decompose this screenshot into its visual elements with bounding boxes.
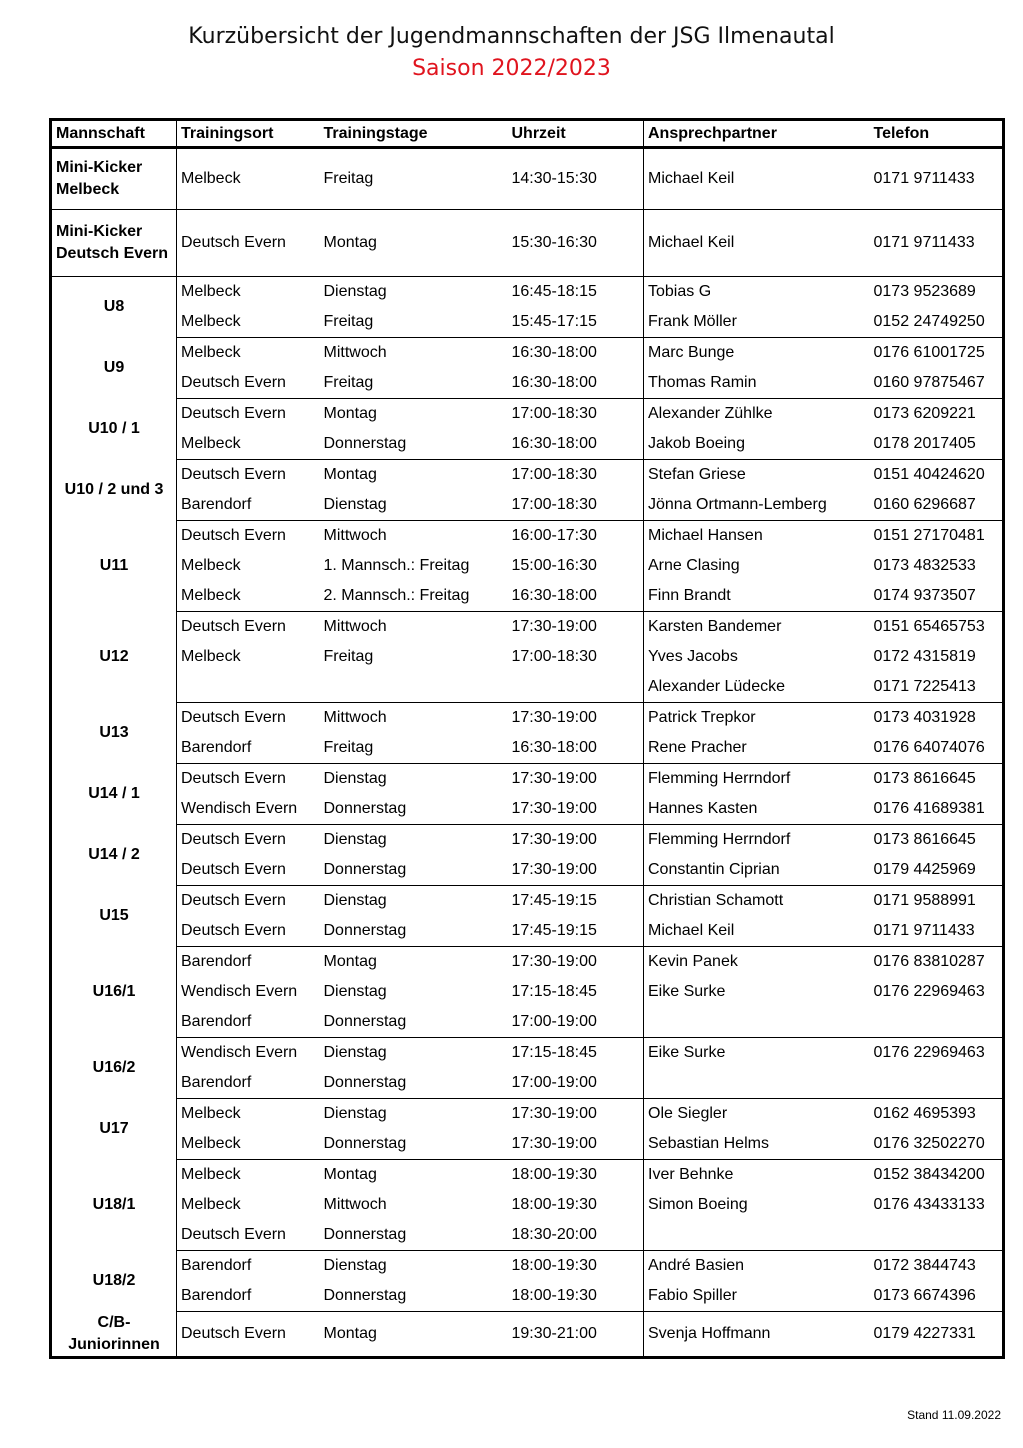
team-name: Mini-Kicker Deutsch Evern bbox=[51, 210, 177, 277]
cell-location: Wendisch Evern bbox=[177, 794, 320, 825]
cell-time: 17:15-18:45 bbox=[508, 977, 644, 1007]
cell-time: 19:30-21:00 bbox=[508, 1312, 644, 1358]
cell-time: 17:45-19:15 bbox=[508, 886, 644, 917]
cell-day: Mittwoch bbox=[323, 344, 387, 361]
cell-time: 17:00-18:30 bbox=[508, 642, 644, 672]
cell-day: Montag bbox=[320, 210, 508, 277]
cell-location: Melbeck bbox=[177, 1129, 320, 1160]
cell-day: Mittwoch bbox=[323, 527, 387, 544]
cell-location: Deutsch Evern bbox=[181, 405, 286, 422]
cell-location bbox=[177, 672, 320, 703]
cell-time: 18:00-19:30 bbox=[508, 1281, 644, 1312]
cell-time: 17:30-19:00 bbox=[508, 1129, 644, 1160]
cell-contact: Michael Hansen bbox=[648, 527, 763, 544]
cell-phone: 0179 4227331 bbox=[870, 1312, 1004, 1358]
cell-time: 17:00-18:30 bbox=[508, 399, 644, 430]
table-row bbox=[51, 1160, 1004, 1191]
cell-day: Donnerstag bbox=[320, 1007, 508, 1038]
cell-phone: 0173 8616645 bbox=[870, 825, 1004, 856]
cell-location: Deutsch Evern bbox=[177, 1312, 320, 1358]
table-row bbox=[51, 977, 1004, 1007]
table-row bbox=[51, 886, 1004, 917]
cell-day: Dienstag bbox=[323, 283, 387, 300]
cell-location: Melbeck bbox=[177, 429, 320, 460]
team-name: U16/1 bbox=[51, 947, 177, 1038]
cell-phone: 0172 3844743 bbox=[870, 1251, 1004, 1282]
team-name: U18/1 bbox=[51, 1160, 177, 1251]
cell-phone: 0176 22969463 bbox=[870, 1038, 1004, 1069]
cell-time: 18:00-19:30 bbox=[508, 1160, 644, 1191]
cell-day: Freitag bbox=[320, 368, 508, 399]
cell-time: 16:45-18:15 bbox=[508, 277, 644, 308]
cell-phone: 0171 9711433 bbox=[870, 210, 1004, 277]
table-row bbox=[51, 551, 1004, 581]
cell-phone: 0176 64074076 bbox=[870, 733, 1004, 764]
cell-time: 18:00-19:30 bbox=[508, 1251, 644, 1282]
cell-contact: Frank Möller bbox=[644, 307, 870, 338]
cell-phone: 0176 22969463 bbox=[870, 977, 1004, 1007]
cell-contact: Arne Clasing bbox=[648, 557, 740, 574]
table-row bbox=[51, 521, 1004, 552]
cell-time: 15:45-17:15 bbox=[508, 307, 644, 338]
table-row bbox=[51, 460, 1004, 491]
table-row bbox=[51, 307, 1004, 338]
cell-contact bbox=[644, 1068, 870, 1099]
cell-phone: 0151 40424620 bbox=[870, 460, 1004, 491]
cell-location: Deutsch Evern bbox=[181, 709, 286, 726]
cell-time: 16:30-18:00 bbox=[508, 338, 644, 369]
cell-location: Deutsch Evern bbox=[177, 855, 320, 886]
table-row bbox=[51, 1129, 1004, 1160]
cell-location: Barendorf bbox=[177, 733, 320, 764]
column-header: Trainingsort bbox=[177, 120, 320, 148]
cell-day: Mittwoch bbox=[323, 1196, 387, 1213]
table-row bbox=[51, 642, 1004, 672]
cell-day: Freitag bbox=[323, 648, 374, 665]
cell-contact: Fabio Spiller bbox=[644, 1281, 870, 1312]
cell-time: 18:30-20:00 bbox=[508, 1220, 644, 1251]
cell-contact bbox=[644, 1007, 870, 1038]
cell-contact: Ole Siegler bbox=[648, 1105, 728, 1122]
cell-phone bbox=[870, 1007, 1004, 1038]
cell-contact: Marc Bunge bbox=[648, 344, 735, 361]
cell-location: Wendisch Evern bbox=[181, 1044, 298, 1061]
table-row bbox=[51, 1038, 1004, 1069]
team-name: U16/2 bbox=[51, 1038, 177, 1099]
cell-location: Melbeck bbox=[181, 344, 241, 361]
table-row bbox=[51, 1099, 1004, 1130]
cell-phone: 0172 4315819 bbox=[870, 642, 1004, 672]
table-row bbox=[51, 672, 1004, 703]
table-row bbox=[51, 612, 1004, 643]
page-title: Kurzübersicht der Jugendmannschaften der JSG Ilmenautal bbox=[188, 24, 835, 49]
cell-day: Mittwoch bbox=[323, 709, 387, 726]
cell-phone: 0171 9711433 bbox=[870, 916, 1004, 947]
cell-time: 17:30-19:00 bbox=[508, 855, 644, 886]
cell-phone: 0176 41689381 bbox=[870, 794, 1004, 825]
cell-day: Donnerstag bbox=[320, 855, 508, 886]
stand-date: Stand 11.09.2022 bbox=[907, 1408, 1001, 1422]
cell-contact: Finn Brandt bbox=[644, 581, 870, 612]
cell-location: Barendorf bbox=[177, 1007, 320, 1038]
table-row bbox=[51, 490, 1004, 521]
cell-location: Melbeck bbox=[181, 1105, 241, 1122]
cell-phone: 0174 9373507 bbox=[870, 581, 1004, 612]
team-name: U18/2 bbox=[51, 1251, 177, 1312]
cell-contact: Flemming Herrndorf bbox=[648, 831, 791, 848]
team-name: U14 / 1 bbox=[51, 764, 177, 825]
team-name: U13 bbox=[51, 703, 177, 764]
cell-location: Melbeck bbox=[181, 283, 241, 300]
cell-phone: 0173 9523689 bbox=[870, 277, 1004, 308]
cell-time: 14:30-15:30 bbox=[508, 148, 644, 210]
cell-contact: Karsten Bandemer bbox=[648, 618, 782, 635]
cell-contact: Kevin Panek bbox=[648, 953, 738, 970]
team-name: Mini-Kicker Melbeck bbox=[51, 148, 177, 210]
cell-phone: 0160 97875467 bbox=[870, 368, 1004, 399]
cell-time: 17:30-19:00 bbox=[508, 947, 644, 978]
cell-phone: 0178 2017405 bbox=[870, 429, 1004, 460]
cell-contact: Michael Keil bbox=[644, 916, 870, 947]
cell-time: 15:00-16:30 bbox=[508, 551, 644, 581]
cell-day: Montag bbox=[323, 1166, 377, 1183]
column-header: Trainingstage bbox=[320, 120, 508, 148]
cell-location: Barendorf bbox=[177, 490, 320, 521]
table-row bbox=[51, 338, 1004, 369]
cell-contact: Alexander Lüdecke bbox=[644, 672, 870, 703]
cell-contact: Sebastian Helms bbox=[644, 1129, 870, 1160]
cell-day: Dienstag bbox=[323, 983, 387, 1000]
cell-location: Barendorf bbox=[181, 953, 252, 970]
cell-contact: Jakob Boeing bbox=[644, 429, 870, 460]
cell-location: Wendisch Evern bbox=[181, 983, 298, 1000]
cell-location: Melbeck bbox=[181, 1196, 241, 1213]
cell-location: Melbeck bbox=[181, 1166, 241, 1183]
cell-day: Dienstag bbox=[323, 770, 387, 787]
cell-time: 16:30-18:00 bbox=[508, 429, 644, 460]
cell-location: Melbeck bbox=[177, 148, 320, 210]
team-name: U10 / 1 bbox=[51, 399, 177, 460]
cell-contact: Michael Keil bbox=[644, 148, 870, 210]
cell-phone: 0151 27170481 bbox=[870, 521, 1004, 552]
team-name: U14 / 2 bbox=[51, 825, 177, 886]
cell-day: Donnerstag bbox=[320, 916, 508, 947]
cell-contact: André Basien bbox=[648, 1257, 745, 1274]
cell-contact: Christian Schamott bbox=[648, 892, 784, 909]
cell-contact: Simon Boeing bbox=[648, 1196, 748, 1213]
cell-location: Melbeck bbox=[181, 648, 241, 665]
cell-phone: 0176 61001725 bbox=[870, 338, 1004, 369]
cell-time: 16:30-18:00 bbox=[508, 368, 644, 399]
table-row bbox=[51, 210, 1004, 277]
cell-day: Montag bbox=[323, 466, 377, 483]
cell-day: Dienstag bbox=[323, 892, 387, 909]
cell-day: Dienstag bbox=[320, 490, 508, 521]
cell-day: Dienstag bbox=[323, 1044, 387, 1061]
cell-phone bbox=[870, 1068, 1004, 1099]
cell-phone: 0176 83810287 bbox=[870, 947, 1004, 978]
team-name: C/B-Juniorinnen bbox=[51, 1312, 177, 1358]
cell-day: Freitag bbox=[320, 148, 508, 210]
cell-time: 15:30-16:30 bbox=[508, 210, 644, 277]
cell-phone: 0176 43433133 bbox=[870, 1190, 1004, 1220]
cell-time: 16:30-18:00 bbox=[508, 733, 644, 764]
cell-phone: 0179 4425969 bbox=[870, 855, 1004, 886]
table-row bbox=[51, 368, 1004, 399]
cell-day: Dienstag bbox=[323, 1257, 387, 1274]
cell-time: 17:00-18:30 bbox=[508, 460, 644, 491]
cell-time: 17:45-19:15 bbox=[508, 916, 644, 947]
table-row bbox=[51, 764, 1004, 795]
cell-contact: Constantin Ciprian bbox=[644, 855, 870, 886]
cell-phone: 0160 6296687 bbox=[870, 490, 1004, 521]
cell-location: Barendorf bbox=[177, 1068, 320, 1099]
cell-time: 17:15-18:45 bbox=[508, 1038, 644, 1069]
table-row bbox=[51, 399, 1004, 430]
cell-phone: 0162 4695393 bbox=[870, 1099, 1004, 1130]
cell-phone: 0171 9588991 bbox=[870, 886, 1004, 917]
cell-time: 17:30-19:00 bbox=[508, 703, 644, 734]
table-row bbox=[51, 1312, 1004, 1358]
cell-day: Freitag bbox=[320, 307, 508, 338]
column-header: Mannschaft bbox=[51, 120, 177, 148]
cell-day: 2. Mannsch.: Freitag bbox=[320, 581, 508, 612]
cell-contact: Eike Surke bbox=[648, 1044, 726, 1061]
column-header: Uhrzeit bbox=[508, 120, 644, 148]
table-row bbox=[51, 825, 1004, 856]
team-schedule-table bbox=[49, 118, 1005, 1359]
cell-phone: 0171 7225413 bbox=[870, 672, 1004, 703]
cell-contact: Yves Jacobs bbox=[648, 648, 738, 665]
cell-day: Donnerstag bbox=[320, 1220, 508, 1251]
cell-day: Montag bbox=[323, 405, 377, 422]
cell-time: 17:30-19:00 bbox=[508, 1099, 644, 1130]
table-row bbox=[51, 1220, 1004, 1251]
cell-contact: Tobias G bbox=[648, 283, 712, 300]
cell-contact: Alexander Zühlke bbox=[648, 405, 773, 422]
cell-time: 17:30-19:00 bbox=[508, 612, 644, 643]
cell-location: Deutsch Evern bbox=[181, 527, 286, 544]
cell-location: Deutsch Evern bbox=[177, 1220, 320, 1251]
team-name: U11 bbox=[51, 521, 177, 612]
table-row bbox=[51, 794, 1004, 825]
cell-day: Montag bbox=[320, 1312, 508, 1358]
team-name: U10 / 2 und 3 bbox=[51, 460, 177, 521]
table-row bbox=[51, 148, 1004, 210]
season-subtitle: Saison 2022/2023 bbox=[412, 56, 611, 81]
cell-day: Montag bbox=[323, 953, 377, 970]
cell-contact: Thomas Ramin bbox=[644, 368, 870, 399]
cell-contact: Eike Surke bbox=[648, 983, 726, 1000]
cell-phone: 0173 8616645 bbox=[870, 764, 1004, 795]
column-header: Telefon bbox=[870, 120, 1004, 148]
cell-day: Donnerstag bbox=[320, 429, 508, 460]
cell-time bbox=[508, 672, 644, 703]
team-name: U9 bbox=[51, 338, 177, 399]
table-body bbox=[51, 148, 1004, 1358]
cell-contact: Michael Keil bbox=[644, 210, 870, 277]
table-row bbox=[51, 1251, 1004, 1282]
cell-contact: Jönna Ortmann-Lemberg bbox=[644, 490, 870, 521]
column-header: Ansprechpartner bbox=[644, 120, 870, 148]
cell-location: Deutsch Evern bbox=[181, 466, 286, 483]
cell-day: Dienstag bbox=[323, 1105, 387, 1122]
cell-time: 16:00-17:30 bbox=[508, 521, 644, 552]
cell-phone: 0152 38434200 bbox=[870, 1160, 1004, 1191]
cell-phone: 0173 4832533 bbox=[870, 551, 1004, 581]
cell-phone: 0176 32502270 bbox=[870, 1129, 1004, 1160]
cell-day: Donnerstag bbox=[320, 1129, 508, 1160]
cell-phone: 0152 24749250 bbox=[870, 307, 1004, 338]
cell-time: 18:00-19:30 bbox=[508, 1190, 644, 1220]
cell-time: 17:00-19:00 bbox=[508, 1068, 644, 1099]
cell-phone: 0171 9711433 bbox=[870, 148, 1004, 210]
table-row bbox=[51, 277, 1004, 308]
cell-location: Melbeck bbox=[181, 557, 241, 574]
cell-location: Deutsch Evern bbox=[177, 368, 320, 399]
cell-location: Deutsch Evern bbox=[181, 831, 286, 848]
team-name: U8 bbox=[51, 277, 177, 338]
cell-contact: Iver Behnke bbox=[648, 1166, 734, 1183]
table-header-row bbox=[51, 120, 1004, 148]
cell-location: Melbeck bbox=[177, 307, 320, 338]
cell-phone: 0151 65465753 bbox=[870, 612, 1004, 643]
team-name: U17 bbox=[51, 1099, 177, 1160]
cell-day: 1. Mannsch.: Freitag bbox=[323, 557, 470, 574]
table-row bbox=[51, 581, 1004, 612]
cell-location: Deutsch Evern bbox=[177, 210, 320, 277]
cell-location: Deutsch Evern bbox=[181, 892, 286, 909]
cell-contact: Svenja Hoffmann bbox=[644, 1312, 870, 1358]
cell-time: 16:30-18:00 bbox=[508, 581, 644, 612]
cell-time: 17:00-18:30 bbox=[508, 490, 644, 521]
cell-day bbox=[320, 672, 508, 703]
cell-contact bbox=[644, 1220, 870, 1251]
cell-day: Dienstag bbox=[323, 831, 387, 848]
cell-day: Donnerstag bbox=[320, 1068, 508, 1099]
table-row bbox=[51, 1190, 1004, 1220]
team-name: U12 bbox=[51, 612, 177, 703]
team-name: U15 bbox=[51, 886, 177, 947]
cell-contact: Hannes Kasten bbox=[644, 794, 870, 825]
table-row bbox=[51, 947, 1004, 978]
table-row bbox=[51, 733, 1004, 764]
cell-phone: 0173 6674396 bbox=[870, 1281, 1004, 1312]
cell-location: Melbeck bbox=[177, 581, 320, 612]
cell-phone: 0173 6209221 bbox=[870, 399, 1004, 430]
cell-day: Donnerstag bbox=[320, 1281, 508, 1312]
cell-location: Barendorf bbox=[181, 1257, 252, 1274]
cell-location: Deutsch Evern bbox=[181, 770, 286, 787]
table-row bbox=[51, 1281, 1004, 1312]
table-row bbox=[51, 916, 1004, 947]
cell-contact: Stefan Griese bbox=[648, 466, 746, 483]
cell-location: Deutsch Evern bbox=[181, 618, 286, 635]
cell-location: Barendorf bbox=[177, 1281, 320, 1312]
table-row bbox=[51, 1007, 1004, 1038]
cell-time: 17:30-19:00 bbox=[508, 764, 644, 795]
cell-location: Deutsch Evern bbox=[177, 916, 320, 947]
cell-time: 17:30-19:00 bbox=[508, 794, 644, 825]
cell-day: Freitag bbox=[320, 733, 508, 764]
cell-time: 17:00-19:00 bbox=[508, 1007, 644, 1038]
cell-contact: Patrick Trepkor bbox=[648, 709, 756, 726]
cell-phone bbox=[870, 1220, 1004, 1251]
cell-phone: 0173 4031928 bbox=[870, 703, 1004, 734]
table-row bbox=[51, 703, 1004, 734]
cell-day: Donnerstag bbox=[320, 794, 508, 825]
cell-contact: Rene Pracher bbox=[644, 733, 870, 764]
cell-contact: Flemming Herrndorf bbox=[648, 770, 791, 787]
table-row bbox=[51, 1068, 1004, 1099]
table-row bbox=[51, 855, 1004, 886]
table-row bbox=[51, 429, 1004, 460]
cell-time: 17:30-19:00 bbox=[508, 825, 644, 856]
cell-day: Mittwoch bbox=[323, 618, 387, 635]
